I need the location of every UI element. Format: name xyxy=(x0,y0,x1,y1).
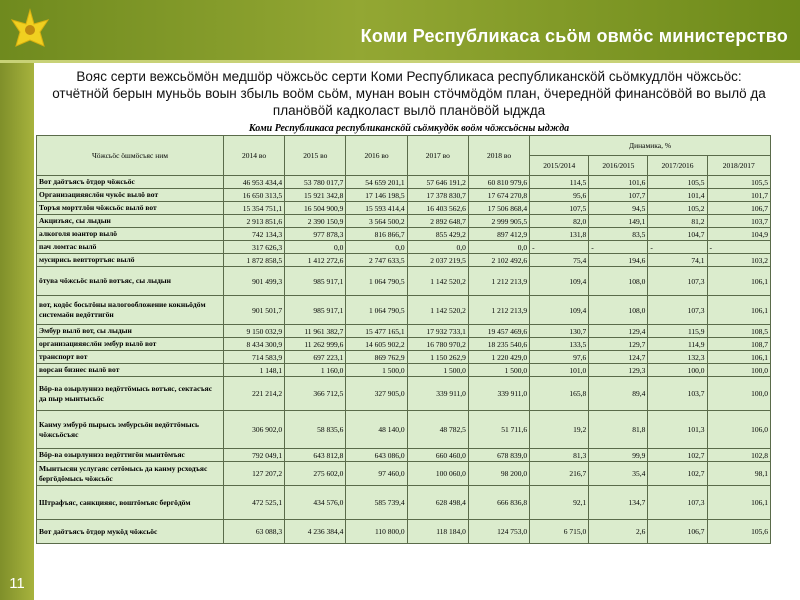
year-header: 2015 во xyxy=(285,136,346,176)
row-label: пач ломтас вылӧ xyxy=(37,241,224,254)
dynamics-value-cell: 83,5 xyxy=(589,228,648,241)
dynamics-value-cell: 82,0 xyxy=(530,215,589,228)
year-header: 2017 во xyxy=(407,136,468,176)
year-value-cell: 48 140,0 xyxy=(346,411,407,449)
dynamics-value-cell: 92,1 xyxy=(530,486,589,520)
year-value-cell: 643 086,0 xyxy=(346,449,407,462)
table-row xyxy=(37,215,771,228)
row-label: Канму эмбурӧ пырысь эмбурсьӧн ведӧттӧмысь чӧжсьӧсъяс xyxy=(37,411,224,449)
year-value-cell: 742 134,3 xyxy=(223,228,284,241)
year-value-cell: 0,0 xyxy=(407,241,468,254)
dynamics-value-cell: 107,3 xyxy=(648,486,707,520)
dynamics-value-cell: 101,3 xyxy=(648,411,707,449)
year-value-cell: 317 626,3 xyxy=(223,241,284,254)
dynamics-value-cell: 106,1 xyxy=(707,267,770,296)
year-header: 2018 во xyxy=(468,136,529,176)
year-value-cell: 15 921 342,8 xyxy=(285,189,346,202)
dynamics-value-cell: 105,5 xyxy=(707,176,770,189)
left-decor-band xyxy=(0,0,34,600)
dynamics-value-cell: 106,1 xyxy=(707,296,770,325)
table-row xyxy=(37,241,771,254)
row-label: мусирись вевттортъяс вылӧ xyxy=(37,254,224,267)
row-label: Штрафъяс, санкцияяс, воштӧмъяс бергӧдӧм xyxy=(37,486,224,520)
year-value-cell: 1 412 272,6 xyxy=(285,254,346,267)
year-value-cell: 792 049,1 xyxy=(223,449,284,462)
year-value-cell: 14 605 902,2 xyxy=(346,338,407,351)
dynamics-value-cell: - xyxy=(648,241,707,254)
year-value-cell: 53 780 017,7 xyxy=(285,176,346,189)
year-value-cell: 1 150 262,9 xyxy=(407,351,468,364)
year-value-cell: 2 892 648,7 xyxy=(407,215,468,228)
row-label: Организацияяслӧн чукӧс вылӧ вот xyxy=(37,189,224,202)
dynamics-value-cell: 107,3 xyxy=(648,267,707,296)
dynamics-value-cell: 129,7 xyxy=(589,338,648,351)
dynamics-value-cell: 75,4 xyxy=(530,254,589,267)
row-label: вот, кодӧс босьтӧны налогообложение кокньӧдӧм системаӧн ведӧттигӧн xyxy=(37,296,224,325)
row-label: Акцизъяс, сы лыдын xyxy=(37,215,224,228)
dynamics-value-cell: 131,8 xyxy=(530,228,589,241)
dynamics-value-cell: 108,7 xyxy=(707,338,770,351)
dynamics-value-cell: 108,0 xyxy=(589,267,648,296)
year-value-cell: 1 500,0 xyxy=(468,364,529,377)
table-row xyxy=(37,449,771,462)
year-value-cell: 15 354 751,1 xyxy=(223,202,284,215)
year-value-cell: 2 747 633,5 xyxy=(346,254,407,267)
komi-emblem-icon xyxy=(4,4,56,56)
dynamics-subheader: 2016/2015 xyxy=(589,156,648,176)
year-value-cell: 1 142 520,2 xyxy=(407,296,468,325)
year-value-cell: 977 878,3 xyxy=(285,228,346,241)
year-value-cell: 1 160,0 xyxy=(285,364,346,377)
dynamics-value-cell: 94,5 xyxy=(589,202,648,215)
dynamics-value-cell: 115,9 xyxy=(648,325,707,338)
year-value-cell: 0,0 xyxy=(468,241,529,254)
year-value-cell: 855 429,2 xyxy=(407,228,468,241)
dynamics-value-cell: - xyxy=(589,241,648,254)
dynamics-value-cell: 107,5 xyxy=(530,202,589,215)
dynamics-value-cell: 108,0 xyxy=(589,296,648,325)
dynamics-value-cell: 130,7 xyxy=(530,325,589,338)
dynamics-value-cell: 132,3 xyxy=(648,351,707,364)
year-value-cell: 97 460,0 xyxy=(346,462,407,486)
dynamics-value-cell: 216,7 xyxy=(530,462,589,486)
year-value-cell: 1 064 790,5 xyxy=(346,296,407,325)
name-column-header: Чӧжсьӧс ӧшмӧсъяс ним xyxy=(37,136,224,176)
dynamics-value-cell: 101,7 xyxy=(707,189,770,202)
year-value-cell: 0,0 xyxy=(346,241,407,254)
revenue-table xyxy=(36,135,771,544)
year-value-cell: 15 477 165,1 xyxy=(346,325,407,338)
slide-subtitle: Вояс серти вежсьӧмӧн медшӧр чӧжсьӧс серти Коми Республикаса республиканскӧй сьӧмкудлӧн чӧжсьӧс: отчётнӧй берын муньӧь воын збыль воӧм сьӧм, мунан воын стӧчмӧдӧм план, ӧчереднӧй финансӧвӧй во вылӧ да планӧвӧй кадколаст вылӧ планӧвӧй ыджда xyxy=(52,69,766,118)
table-row xyxy=(37,296,771,325)
dynamics-value-cell: 106,1 xyxy=(707,486,770,520)
row-label: Мынтысян услугаяс сетӧмысь да канму рсходъяс бергӧдӧмысь чӧжсьӧс xyxy=(37,462,224,486)
dynamics-value-cell: 194,6 xyxy=(589,254,648,267)
year-value-cell: 8 434 300,9 xyxy=(223,338,284,351)
dynamics-value-cell: 114,9 xyxy=(648,338,707,351)
year-value-cell: 585 739,4 xyxy=(346,486,407,520)
year-value-cell: 339 911,0 xyxy=(468,377,529,411)
dynamics-value-cell: 109,4 xyxy=(530,296,589,325)
dynamics-value-cell: - xyxy=(707,241,770,254)
table-body xyxy=(37,176,771,544)
year-value-cell: 18 235 540,6 xyxy=(468,338,529,351)
header-divider xyxy=(0,60,800,63)
year-value-cell: 666 836,8 xyxy=(468,486,529,520)
year-value-cell: 118 184,0 xyxy=(407,520,468,544)
table-row xyxy=(37,228,771,241)
row-label: Эмбур вылӧ вот, сы лыдын xyxy=(37,325,224,338)
dynamics-value-cell: 81,2 xyxy=(648,215,707,228)
dynamics-value-cell: 98,1 xyxy=(707,462,770,486)
table-row xyxy=(37,176,771,189)
year-value-cell: 110 800,0 xyxy=(346,520,407,544)
dynamics-value-cell: 101,6 xyxy=(589,176,648,189)
dynamics-value-cell: 95,6 xyxy=(530,189,589,202)
year-value-cell: 1 212 213,9 xyxy=(468,296,529,325)
dynamics-value-cell: 81,3 xyxy=(530,449,589,462)
year-value-cell: 2 999 905,5 xyxy=(468,215,529,228)
year-value-cell: 1 148,1 xyxy=(223,364,284,377)
year-value-cell: 1 500,0 xyxy=(407,364,468,377)
year-value-cell: 17 378 830,7 xyxy=(407,189,468,202)
dynamics-value-cell: 102,7 xyxy=(648,462,707,486)
dynamics-value-cell: 106,7 xyxy=(707,202,770,215)
year-value-cell: 327 905,0 xyxy=(346,377,407,411)
year-value-cell: 0,0 xyxy=(285,241,346,254)
table-row xyxy=(37,351,771,364)
year-value-cell: 16 780 970,2 xyxy=(407,338,468,351)
dynamics-header: Динамика, % xyxy=(530,136,771,156)
table-row xyxy=(37,338,771,351)
row-label: Вӧр-ва озырлуннэз ведӧттӧмысь вотъяс, сектасъяс да пыр мынтысьӧс xyxy=(37,377,224,411)
dynamics-value-cell: 165,8 xyxy=(530,377,589,411)
dynamics-value-cell: 74,1 xyxy=(648,254,707,267)
year-value-cell: 127 207,2 xyxy=(223,462,284,486)
table-row xyxy=(37,486,771,520)
dynamics-value-cell: 105,6 xyxy=(707,520,770,544)
year-value-cell: 2 037 219,5 xyxy=(407,254,468,267)
table-title: Коми Республикаса республиканскӧй сьӧмкудӧк воӧм чӧжсьӧсны ыджда xyxy=(248,123,570,134)
dynamics-value-cell: 102,8 xyxy=(707,449,770,462)
year-value-cell: 985 917,1 xyxy=(285,296,346,325)
year-value-cell: 9 150 032,9 xyxy=(223,325,284,338)
dynamics-value-cell: 19,2 xyxy=(530,411,589,449)
year-value-cell: 60 810 979,6 xyxy=(468,176,529,189)
dynamics-value-cell: 106,0 xyxy=(707,411,770,449)
row-label: ӧтува чӧжсьӧс вылӧ вотъяс, сы лыдын xyxy=(37,267,224,296)
row-label: алкоголя юантор вылӧ xyxy=(37,228,224,241)
table-row xyxy=(37,202,771,215)
row-label: Вот даӧтъясъ ӧтдор чӧжсьӧс xyxy=(37,176,224,189)
year-value-cell: 366 712,5 xyxy=(285,377,346,411)
dynamics-value-cell: 105,5 xyxy=(648,176,707,189)
year-value-cell: 472 525,1 xyxy=(223,486,284,520)
year-value-cell: 63 088,3 xyxy=(223,520,284,544)
dynamics-value-cell: 109,4 xyxy=(530,267,589,296)
dynamics-value-cell: - xyxy=(530,241,589,254)
dynamics-value-cell: 100,0 xyxy=(707,377,770,411)
dynamics-value-cell: 97,6 xyxy=(530,351,589,364)
row-label: организацияяслӧн эмбур вылӧ вот xyxy=(37,338,224,351)
table-row xyxy=(37,377,771,411)
table-row xyxy=(37,462,771,486)
year-value-cell: 57 646 191,2 xyxy=(407,176,468,189)
dynamics-subheader: 2017/2016 xyxy=(648,156,707,176)
year-value-cell: 4 236 384,4 xyxy=(285,520,346,544)
year-value-cell: 48 782,5 xyxy=(407,411,468,449)
year-value-cell: 124 753,0 xyxy=(468,520,529,544)
year-value-cell: 46 953 434,4 xyxy=(223,176,284,189)
year-value-cell: 15 593 414,4 xyxy=(346,202,407,215)
dynamics-value-cell: 81,8 xyxy=(589,411,648,449)
dynamics-value-cell: 149,1 xyxy=(589,215,648,228)
year-value-cell: 1 220 429,0 xyxy=(468,351,529,364)
dynamics-value-cell: 107,7 xyxy=(589,189,648,202)
dynamics-value-cell: 101,0 xyxy=(530,364,589,377)
row-label: Торъя морттлӧн чӧжсьӧс вылӧ вот xyxy=(37,202,224,215)
year-value-cell: 16 650 313,5 xyxy=(223,189,284,202)
year-value-cell: 643 812,8 xyxy=(285,449,346,462)
dynamics-value-cell: 100,0 xyxy=(707,364,770,377)
year-value-cell: 17 674 270,8 xyxy=(468,189,529,202)
dynamics-subheader: 2018/2017 xyxy=(707,156,770,176)
table-row xyxy=(37,520,771,544)
row-label: ворсан бизнес вылӧ вот xyxy=(37,364,224,377)
year-value-cell: 714 583,9 xyxy=(223,351,284,364)
table-row xyxy=(37,189,771,202)
year-value-cell: 306 902,0 xyxy=(223,411,284,449)
year-value-cell: 1 142 520,2 xyxy=(407,267,468,296)
dynamics-value-cell: 35,4 xyxy=(589,462,648,486)
year-value-cell: 2 102 492,6 xyxy=(468,254,529,267)
year-value-cell: 275 602,0 xyxy=(285,462,346,486)
ministry-title: Коми Республикаса сьӧм овмӧс министерство xyxy=(360,26,788,46)
dynamics-value-cell: 6 715,0 xyxy=(530,520,589,544)
year-value-cell: 58 835,6 xyxy=(285,411,346,449)
year-value-cell: 2 390 150,9 xyxy=(285,215,346,228)
dynamics-value-cell: 104,9 xyxy=(707,228,770,241)
row-label: Вот даӧтъясъ ӧтдор мукӧд чӧжсьӧс xyxy=(37,520,224,544)
table-row xyxy=(37,267,771,296)
table-row xyxy=(37,364,771,377)
dynamics-value-cell: 124,7 xyxy=(589,351,648,364)
year-value-cell: 2 913 851,6 xyxy=(223,215,284,228)
dynamics-subheader: 2015/2014 xyxy=(530,156,589,176)
dynamics-value-cell: 2,6 xyxy=(589,520,648,544)
dynamics-value-cell: 89,4 xyxy=(589,377,648,411)
dynamics-value-cell: 105,2 xyxy=(648,202,707,215)
dynamics-value-cell: 108,5 xyxy=(707,325,770,338)
year-value-cell: 17 932 733,1 xyxy=(407,325,468,338)
dynamics-value-cell: 129,4 xyxy=(589,325,648,338)
dynamics-value-cell: 133,5 xyxy=(530,338,589,351)
year-value-cell: 16 403 562,6 xyxy=(407,202,468,215)
row-label: транспорт вот xyxy=(37,351,224,364)
year-value-cell: 98 200,0 xyxy=(468,462,529,486)
table-row xyxy=(37,254,771,267)
slide-number: 11 xyxy=(9,575,25,592)
year-value-cell: 697 223,1 xyxy=(285,351,346,364)
year-value-cell: 100 060,0 xyxy=(407,462,468,486)
year-value-cell: 434 576,0 xyxy=(285,486,346,520)
year-value-cell: 3 564 500,2 xyxy=(346,215,407,228)
year-value-cell: 678 839,0 xyxy=(468,449,529,462)
table-row xyxy=(37,325,771,338)
dynamics-value-cell: 103,7 xyxy=(648,377,707,411)
year-value-cell: 1 212 213,9 xyxy=(468,267,529,296)
year-value-cell: 17 146 198,5 xyxy=(346,189,407,202)
year-value-cell: 1 500,0 xyxy=(346,364,407,377)
dynamics-value-cell: 103,2 xyxy=(707,254,770,267)
year-value-cell: 339 911,0 xyxy=(407,377,468,411)
row-label: Вӧр-ва озырлуннэз ведӧттигӧн мынтӧмъяс xyxy=(37,449,224,462)
dynamics-value-cell: 101,4 xyxy=(648,189,707,202)
dynamics-value-cell: 129,3 xyxy=(589,364,648,377)
year-value-cell: 897 412,9 xyxy=(468,228,529,241)
dynamics-value-cell: 106,7 xyxy=(648,520,707,544)
year-value-cell: 16 504 900,9 xyxy=(285,202,346,215)
table-row xyxy=(37,411,771,449)
dynamics-value-cell: 106,1 xyxy=(707,351,770,364)
dynamics-value-cell: 102,7 xyxy=(648,449,707,462)
dynamics-value-cell: 99,9 xyxy=(589,449,648,462)
year-value-cell: 17 506 868,4 xyxy=(468,202,529,215)
year-value-cell: 19 457 469,6 xyxy=(468,325,529,338)
year-header: 2016 во xyxy=(346,136,407,176)
dynamics-value-cell: 104,7 xyxy=(648,228,707,241)
year-value-cell: 660 460,0 xyxy=(407,449,468,462)
dynamics-value-cell: 134,7 xyxy=(589,486,648,520)
year-value-cell: 1 064 790,5 xyxy=(346,267,407,296)
year-value-cell: 11 262 999,6 xyxy=(285,338,346,351)
year-value-cell: 1 872 858,5 xyxy=(223,254,284,267)
dynamics-value-cell: 100,0 xyxy=(648,364,707,377)
dynamics-value-cell: 103,7 xyxy=(707,215,770,228)
year-value-cell: 51 711,6 xyxy=(468,411,529,449)
year-header: 2014 во xyxy=(223,136,284,176)
year-value-cell: 54 659 201,1 xyxy=(346,176,407,189)
year-value-cell: 628 498,4 xyxy=(407,486,468,520)
year-value-cell: 869 762,9 xyxy=(346,351,407,364)
dynamics-value-cell: 107,3 xyxy=(648,296,707,325)
dynamics-value-cell: 114,5 xyxy=(530,176,589,189)
year-value-cell: 901 499,3 xyxy=(223,267,284,296)
year-value-cell: 816 866,7 xyxy=(346,228,407,241)
year-value-cell: 901 501,7 xyxy=(223,296,284,325)
year-value-cell: 985 917,1 xyxy=(285,267,346,296)
year-value-cell: 11 961 382,7 xyxy=(285,325,346,338)
year-value-cell: 221 214,2 xyxy=(223,377,284,411)
